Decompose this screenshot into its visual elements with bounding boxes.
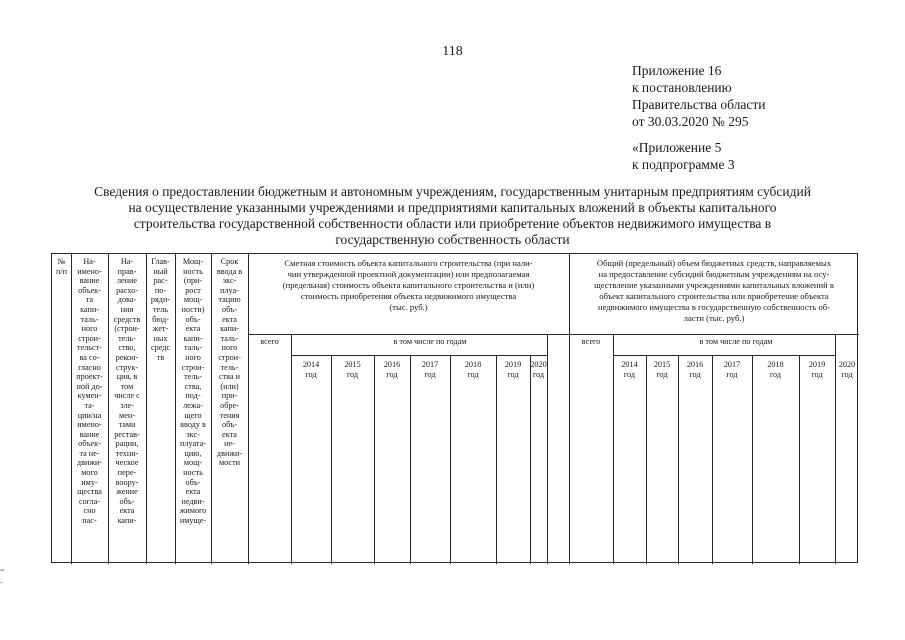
year-unit: год: [467, 369, 479, 379]
title-line: Сведения о предоставлении бюджетным и автономным учреждениям, государственным унитарным предприятиям субсидий: [94, 184, 811, 199]
year-unit: год: [726, 369, 738, 379]
year-value: 2019: [808, 360, 826, 369]
total-header: всего: [581, 337, 601, 346]
year-unit: год: [656, 369, 668, 379]
year-value: 2019: [504, 360, 522, 369]
year-header: [752, 357, 799, 379]
title-line: на осуществление указанными учреждениями и предприятиями капитальных вложений в объекты капитального: [128, 200, 777, 215]
col-header-object-name: На- имено- вание объек- та капи- таль- ного строи- тельст- ва со- гласно проект- ной до- кумен- та- ции/на имено- вание объек- та не- движи- мого иму- щества согла- сно пас-: [76, 257, 103, 526]
year-value: 2018: [767, 360, 784, 369]
year-header: [646, 357, 678, 379]
by-years-header: в том числе по годам: [393, 337, 467, 346]
year-unit: год: [305, 369, 317, 379]
subsidies-table: [51, 253, 858, 563]
year-unit: год: [424, 369, 436, 379]
year-unit: год: [689, 369, 701, 379]
col-header-number: № п/п: [55, 257, 68, 276]
appendix-line: Приложение 16: [632, 63, 722, 78]
year-value: 2020: [530, 360, 547, 369]
year-header: [331, 357, 374, 379]
year-header: [374, 357, 410, 379]
year-unit: год: [386, 369, 398, 379]
year-value: 2017: [421, 360, 439, 369]
year-header: [613, 357, 646, 379]
col-header-capacity: Мощ- ность (при- рост мощ- ности) объ- екта капи- таль- ного строи- тель- ства, под- лежа- щего вводу в экс- плуата- цию, мощ- ность объ- екта недви- жимого имуще-: [179, 257, 207, 526]
appendix-line: от 30.03.2020 № 295: [632, 114, 749, 129]
year-unit: год: [811, 369, 823, 379]
year-value: 2014: [621, 360, 638, 369]
year-unit: год: [769, 369, 782, 379]
year-value: 2018: [464, 360, 482, 369]
year-header: [496, 357, 530, 379]
year-header: [678, 357, 712, 379]
year-unit: год: [346, 369, 359, 379]
appendix-line: к подпрограмме 3: [632, 157, 735, 172]
year-value: 2015: [344, 360, 361, 369]
appendix-block: [632, 62, 765, 173]
by-years-header: в том числе по годам: [699, 337, 773, 346]
year-unit: год: [507, 369, 519, 379]
col-header-budget-manager: Глав- ный рас- по- ряди- тель бюд- жет- ных средс тв: [150, 257, 171, 362]
title-line: государственную собственность области: [335, 232, 570, 247]
year-header: [835, 357, 859, 379]
year-header: [530, 357, 547, 379]
year-unit: год: [623, 369, 636, 379]
year-value: 2014: [302, 360, 320, 369]
year-header: [450, 357, 496, 379]
year-value: 2016: [686, 360, 704, 369]
year-header: [291, 357, 331, 379]
group-header-estimated-cost: Сметная стоимость объекта капитального строительства (при нали- чии утвержденной проектной документации) или предполагаемая (предельная) стоимость объекта капитального строительства и (или) стоимость приобретения объекта недвижимого имущества (тыс. руб.): [282, 258, 535, 312]
document-title: [40, 184, 865, 248]
year-value: 2017: [723, 360, 741, 369]
total-header: всего: [260, 337, 279, 346]
title-line: строительства государственной собственности области или приобретение объектов недвижимого имущества в: [133, 216, 772, 231]
group-header-budget-volume: Общий (предельный) объем бюджетных средств, направляемых на предоставление субсидий бюджетным учреждениям на осу- ществление указанными учреждениями капитальных вложений в объект капитального строительства или приобретение объекта недвижимого имущества в государственную собственность об- ласти (тыс. руб.): [594, 258, 834, 323]
year-header: [799, 357, 835, 379]
year-unit: год: [532, 369, 545, 379]
page-number: 118: [442, 44, 463, 59]
year-header: [712, 357, 752, 379]
col-header-spending-direction: На- прав- ление расхо- дова- ния средств (строи- тель- ство, рекон- струк- ция, в том числе с эле- мен- тами рестав- рации, техни- ческое пере- воору- жение объ- екта капи-: [113, 257, 141, 526]
col-header-commissioning-term: Срок ввода в экс- плуа- тацию объ- екта капи- таль- ного строи- тель- ства и (или) при- обре- тения объ- екта не- движи- мости: [216, 257, 243, 468]
year-value: 2016: [383, 360, 401, 369]
margin-mark: =: [0, 566, 5, 575]
year-value: 2015: [653, 360, 671, 369]
appendix-line: к постановлению: [632, 80, 732, 95]
appendix-line: Правительства области: [632, 97, 766, 112]
margin-mark: -: [0, 578, 3, 587]
appendix-line: «Приложение 5: [632, 140, 722, 155]
year-unit: год: [841, 369, 853, 379]
year-header: [410, 357, 450, 379]
year-value: 2020: [838, 360, 856, 369]
